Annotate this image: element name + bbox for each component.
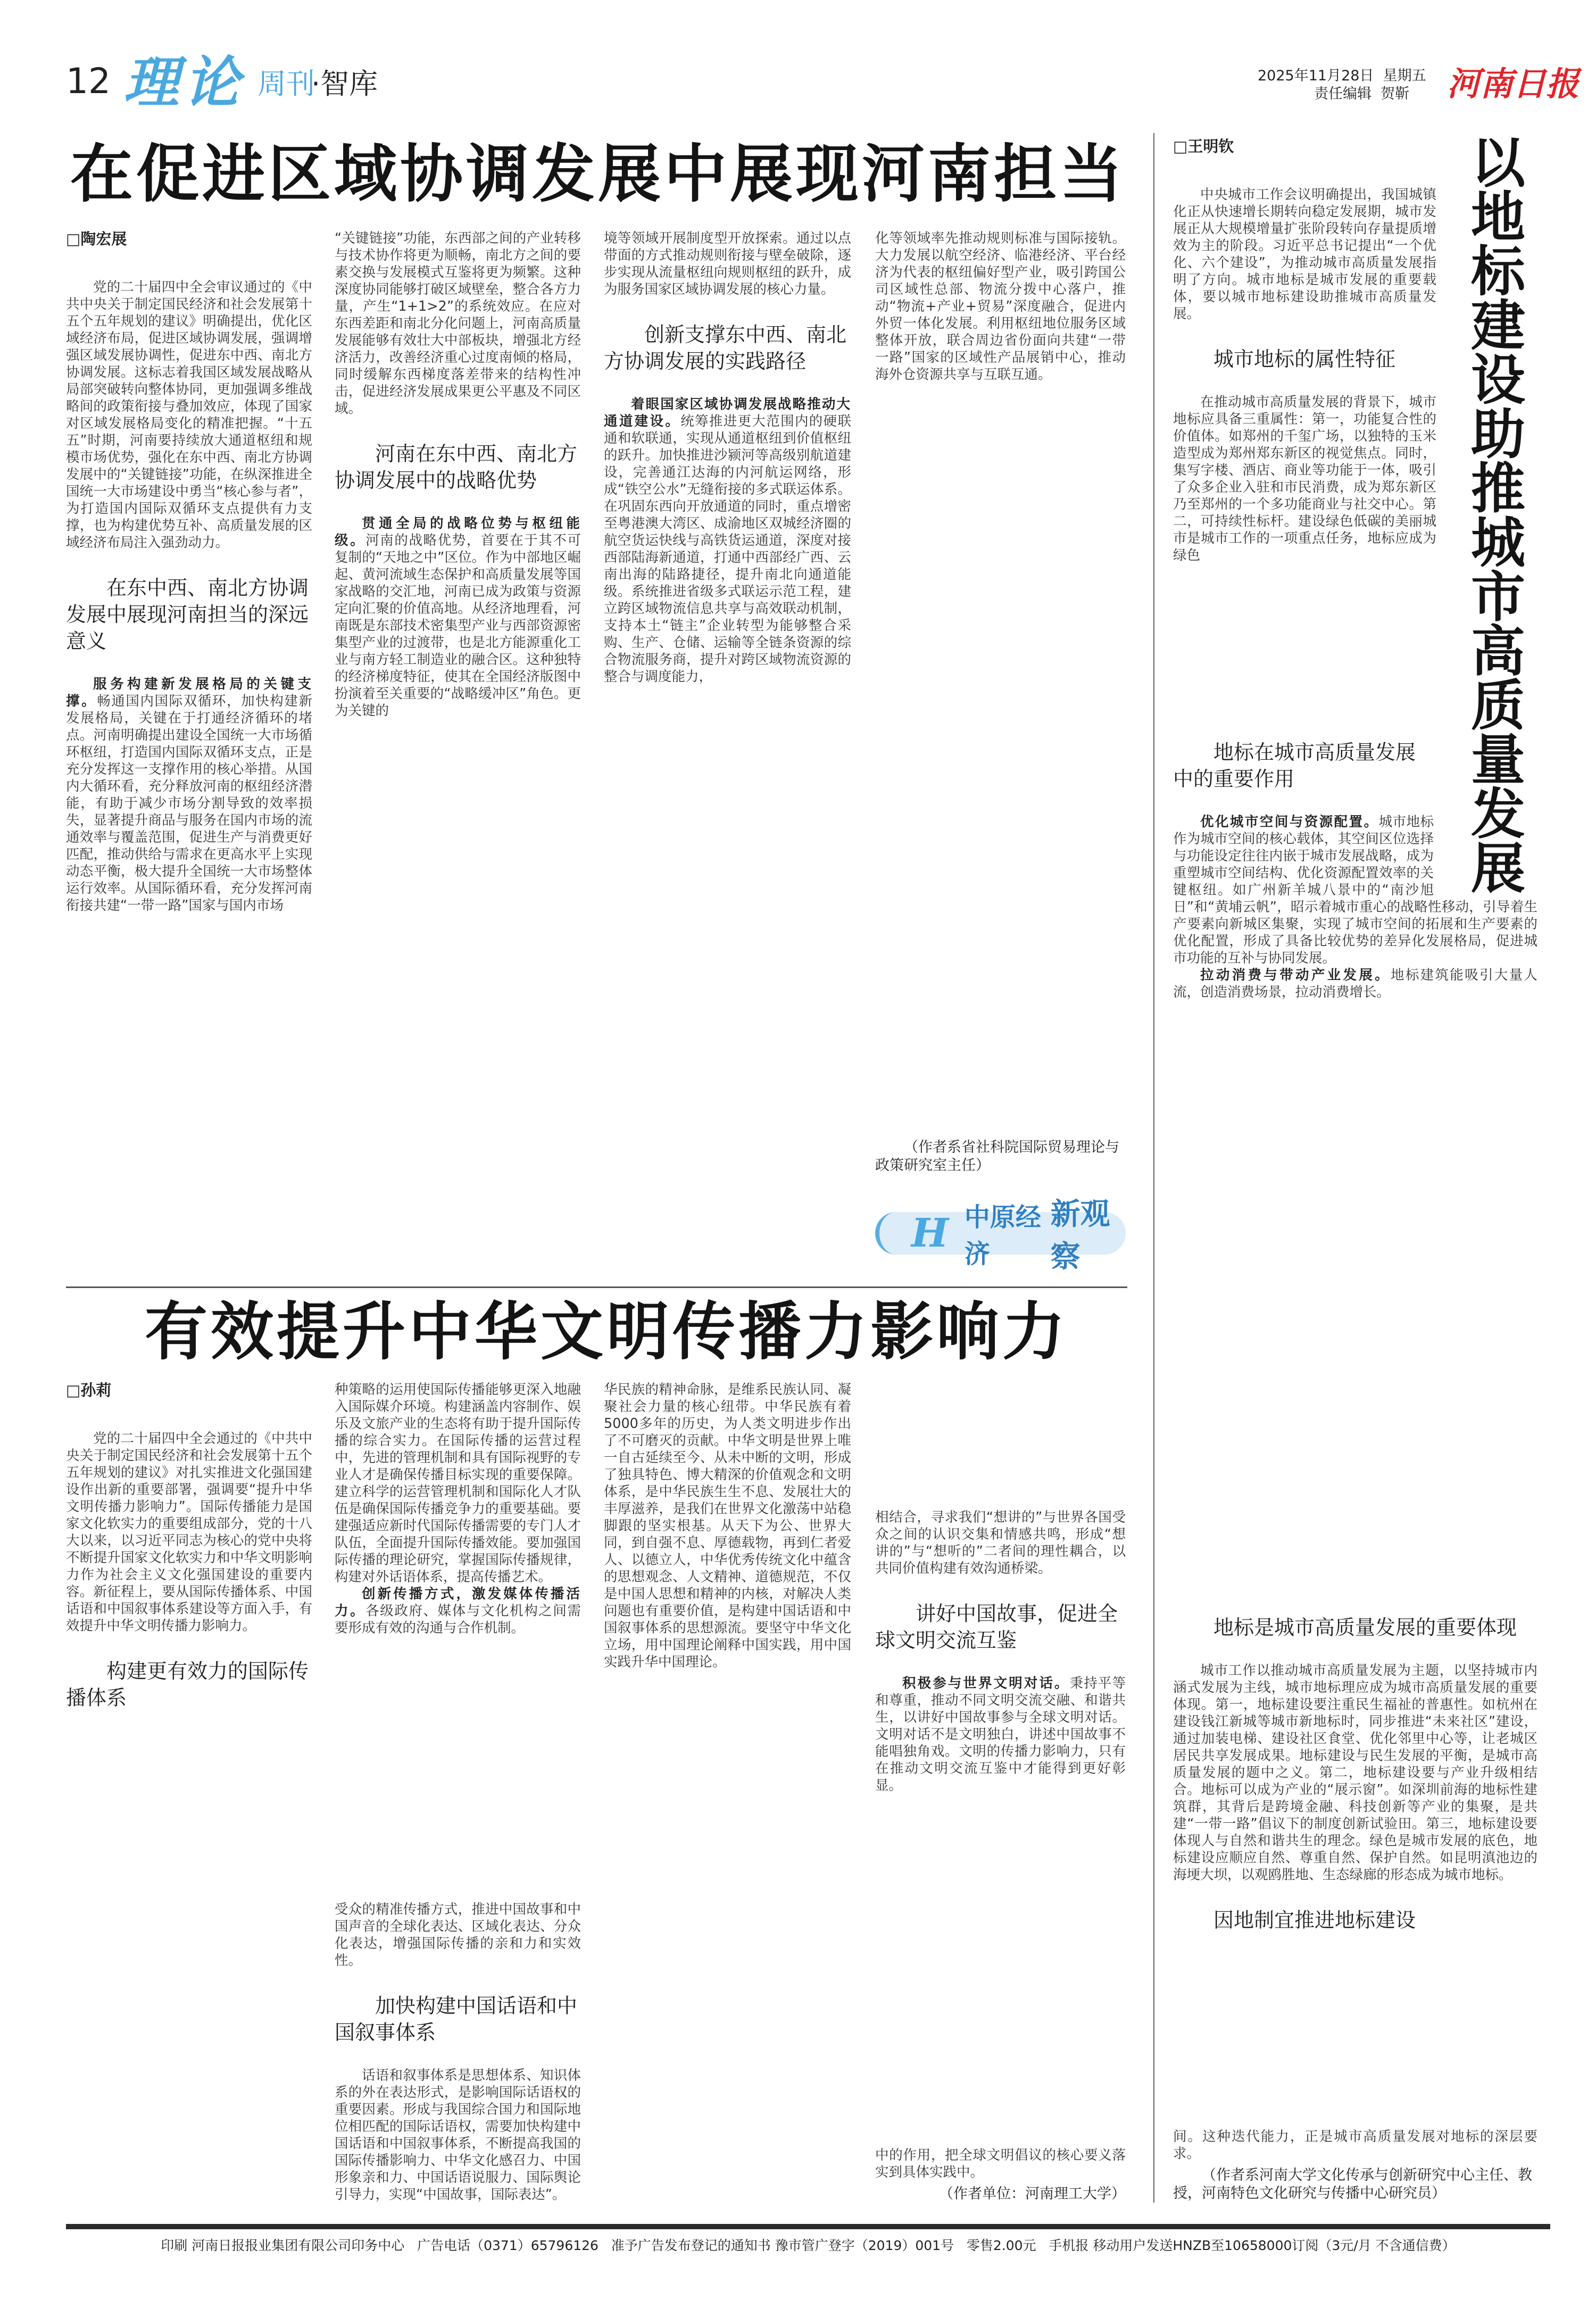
paragraph <box>66 1430 312 1634</box>
text-block-group <box>66 230 312 914</box>
text-block-group <box>335 230 581 719</box>
paragraph <box>66 279 312 551</box>
divider-horizontal <box>66 1286 1127 1288</box>
author-note: （作者系河南大学文化传承与创新研究中心主任、教授，河南特色文化研究与传播中心研究员） <box>1173 2167 1532 2202</box>
article2-middle <box>1173 716 1537 1001</box>
paragraph <box>1173 967 1537 1001</box>
title-wrap-space <box>1434 716 1537 886</box>
paragraph-text: 河南的战略优势，首要在于其不可复制的“天地之中”区位。作为中部地区崛起、黄河流域生态保护和高质量发展等国家战略的交汇地，河南已成为政策与资源定向汇聚的价值高地。从经济地理看，河南既是东部技术密集型产业与西部资源密集型产业的过渡带，也是北方能源重化工业与南方轻工制造业的融合区。这种独特的经济梯度特征，使其在全国经济版图中扮演着至关重要的“战略缓冲区”角色。更为关键的 <box>335 533 581 719</box>
paragraph-lead: 积极参与世界文明对话。 <box>902 1675 1070 1691</box>
paragraph <box>335 1585 581 1637</box>
text-block-group <box>875 1381 1126 1794</box>
section-heading: 加快构建中国话语和中国叙事体系 <box>335 1994 578 2044</box>
paragraph <box>875 230 1126 383</box>
paragraph-text: 华民族的精神命脉，是维系民族认同、凝聚社会力量的核心纽带。中华民族有着5000多年的历史，为人类文明进步作出了不可磨灭的贡献。中华文明是世界上唯一自古延续至今、从未中断的文明，形成了独具特色、博大精深的价值观念和文明体系，是中华民族生生不息、发展壮大的丰厚滋养，是我们在世界文化激荡中站稳脚跟的坚实根基。从天下为公、世界大同，到自强不息、厚德载物，再到仁者爱人、以德立人，中华优秀传统文化中蕴含的思想观念、人文精神、道德规范，不仅是中国人思想和精神的内核，对解决人类问题也有重要价值，是构建中国话语和中国叙事体系的思想源流。要坚守中华文化立场，用中国理论阐释中国实践，用中国实践升华中国理论。 <box>604 1382 851 1670</box>
paragraph <box>604 1381 851 1671</box>
paragraph-text: 化等领域率先推动规则标准与国际接轨。大力发展以航空经济、临港经济、平台经济为代表的枢纽偏好型产业，吸引跨国公司区域性总部、物流分拨中心落户，推动“物流+产业+贸易”深度融合，促进内外贸一体化发展。利用枢纽地位服务区域整体开放，联合周边省份面向共建“一带一路”国家的区域性产品展销中心，推动海外仓资源共享与互联互通。 <box>875 230 1126 383</box>
paragraph-text: 地标建筑能吸引大量人流，创造消费场景，拉动消费增长。 <box>1173 967 1537 1000</box>
article1-column-2 <box>335 230 581 1282</box>
byline: □孙莉 <box>66 1381 112 1399</box>
article1-headline: 在促进区域协调发展中展现河南担当 <box>70 137 1126 211</box>
paragraph <box>335 515 581 719</box>
divider-vertical <box>1153 133 1154 2203</box>
byline: □王明钦 <box>1173 137 1234 155</box>
paragraph <box>875 1509 1126 1577</box>
paragraph-text: 中的作用，把全球文明倡议的核心要义落实到具体实践中。 <box>875 2147 1126 2180</box>
article2-lower <box>1173 1591 1537 2203</box>
article1-column-1 <box>66 230 312 1282</box>
paragraph-text: “关键链接”功能，东西部之间的产业转移与技术协作将更为顺畅，南北方之间的要素交换与发展模式互鉴将更为频繁。这种深度协同能够打破区域壁垒，整合各方力量，产生“1+1>2”的系统效应。在应对东西差距和南北分化问题上，河南高质量发展能够有效壮大中部板块，增强北方经济活力，改善经济重心过度南倾的格局，同时缓解东西梯度落差带来的结构性冲击，促进经济发展成果更公平惠及不同区域。 <box>335 230 581 417</box>
paragraph <box>875 1675 1126 1794</box>
text-block-group <box>1173 2128 1537 2203</box>
paragraph-text: 党的二十届四中全会审议通过的《中共中央关于制定国民经济和社会发展第十五个五年规划的建议》明确提出，优化区域经济布局，促进区域协调发展，强调增强区域发展协调性，促进东中西、南北方协调发展。这标志着我国区域发展战略从局部突破转向整体协同，更加强调多维战略间的政策衔接与叠加效应，体现了国家对区域发展格局变化的精准把握。“十五五”时期，河南要持续放大通道枢纽和规模市场优势，强化在东中西、南北方协调发展中的“关键链接”功能，在纵深推进全国统一大市场建设中勇当“核心参与者”，为打造国内国际双循环支点提供有力支撑，也为构建优势互补、高质量发展的区域经济布局注入强劲动力。 <box>66 279 312 551</box>
article3-column-1 <box>66 1381 312 2203</box>
section-heading: 讲好中国故事，促进全球文明交流互鉴 <box>875 1602 1118 1652</box>
paragraph <box>1173 394 1436 564</box>
section-heading: 地标是城市高质量发展的重要体现 <box>1213 1616 1517 1639</box>
section-heading: 创新支撑东中西、南北方协调发展的实践路径 <box>604 323 847 373</box>
banner-text-b: 新观察 <box>1050 1197 1110 1274</box>
paragraph <box>604 396 851 685</box>
section-heading: 在东中西、南北方协调发展中展现河南担当的深远意义 <box>66 576 309 653</box>
paragraph-text: 间。这种迭代能力，正是城市高质量发展对地标的深层要求。 <box>1173 2129 1537 2162</box>
paragraph-text: 统筹推进更大范围内的硬联通和软联通，实现从通道枢纽到价值枢纽的跃升。加快推进沙颍河等高级别航道建设，完善通江达海的内河航运网络，形成“铁空公水”无缝衔接的多式联运体系。在巩固东西向开放通道的同时，重点增密至粤港澳大湾区、成渝地区双城经济圈的航空货运快线与高铁货运通道，深度对接西部陆海新通道，打通中西部经广西、云南出海的陆路捷径，提升南北向通道能级。系统推进省级多式联运示范工程，建立跨区域物流信息共享与高效联动机制，支持本土“链主”企业转型为能够整合采购、生产、仓储、运输等全链条资源的综合物流服务商，提升对跨区域物流资源的整合与调度能力， <box>604 413 851 685</box>
paragraph-lead: 创新传播方式，激发媒体传播活力。 <box>335 1586 581 1619</box>
article3-headline: 有效提升中华文明传播力影响力 <box>145 1295 1069 1368</box>
paragraph-text: 种策略的运用使国际传播能够更深入地融入国际媒介环境。构建涵盖内容制作、娱乐及文旅产业的生态将有助于提升国际传播的综合实力。在国际传播的运营过程中，先进的管理机制和具有国际视野的专业人才是确保传播目标实现的重要保障。建立科学的运营管理机制和国际化人才队伍是确保国际传播竞争力的重要基础。要建强适应新时代国际传播需要的专门人才队伍，全面提升国际传播效能。要加强国际传播的理论研究，掌握国际传播规律，构建对外话语体系，提高传播艺术。 <box>335 1382 581 1585</box>
section-heading: 河南在东中西、南北方协调发展中的战略优势 <box>335 442 578 492</box>
article1-column-4 <box>875 230 1126 1282</box>
text-block-group <box>335 1381 581 1637</box>
h-letter-icon: H <box>911 1210 949 1256</box>
section-name: ·智库 <box>311 67 378 101</box>
paragraph <box>335 230 581 417</box>
page-number: 12 <box>66 61 111 102</box>
article2-headline: 以地标建设助推城市高质量发展 <box>1462 134 1525 894</box>
paragraph-text: 境等领域开展制度型开放探索。通过以点带面的方式推动规则衔接与壁垒破除，逐步实现从流量枢纽向规则枢纽的跃升，成为服务国家区域协调发展的核心力量。 <box>604 230 851 297</box>
paragraph <box>1173 1662 1537 1883</box>
text-block-group <box>1173 1591 1537 1955</box>
section-heading: 构建更有效力的国际传播体系 <box>66 1659 309 1709</box>
text-block-group <box>66 1381 312 1732</box>
paragraph-text: 中央城市工作会议明确提出，我国城镇化正从快速增长期转向稳定发展期，城市发展正从大规模增量扩张阶段转向存量提质增效为主的阶段。习近平总书记提出“一个优化、六个建设”，为推动城市高质量发展指明了方向。城市地标是城市发展的重要载体，要以城市地标建设助推城市高质量发展。 <box>1173 187 1436 322</box>
paragraph <box>335 1901 581 1969</box>
text-block-group <box>875 2147 1126 2203</box>
paragraph-lead: 拉动消费与带动产业发展。 <box>1200 967 1391 983</box>
paragraph-text: 在推动城市高质量发展的背景下，城市地标应具备三重属性：第一，功能复合性的价值体。如郑州的千玺广场，以独特的玉米造型成为郑州郑东新区的视觉焦点。同时，集写字楼、酒店、商业等功能于一体，吸引了众多企业入驻和市民消费，成为郑东新区乃至郑州的一个多功能商业与社交中心。第二，可持续性标杆。建设绿色低碳的美丽城市是城市工作的一项重点任务，地标应成为绿色 <box>1173 394 1436 563</box>
paragraph-text: 秉持平等和尊重，推动不同文明交流交融、和谐共生，以讲好中国故事参与全球文明对话。文明对话不是文明独白，讲述中国故事不能唱独角戏。文明的传播力影响力，只有在推动文明交流互鉴中才能得到更好彰显。 <box>875 1675 1126 1794</box>
paragraph <box>1173 186 1436 322</box>
section-heading: 因地制宜推进地标建设 <box>1213 1908 1416 1932</box>
paragraph-lead: 贯通全局的战略位势与枢纽能级。 <box>335 516 581 549</box>
banner-text-a: 中原经济 <box>964 1202 1041 1269</box>
text-block-group <box>875 230 1126 383</box>
paragraph-text: 话语和叙事体系是思想体系、知识体系的外在表达形式，是影响国际话语权的重要因素。形成与我国综合国力和国际地位相匹配的国际话语权，需要加快构建中国话语和中国叙事体系，不断提高我国的国际传播影响力、中华文化感召力、中国形象亲和力、中国话语说服力、国际舆论引导力，实现“中国故事，国际表达”。 <box>335 2068 581 2203</box>
article3-column-3 <box>604 1381 851 2203</box>
text-block-group <box>875 1134 1126 1175</box>
article1-column-3 <box>604 230 851 1282</box>
paragraph-lead: 服务构建新发展格局的关键支撑。 <box>66 676 312 709</box>
footer-imprint: 印刷 河南日报报业集团有限公司印务中心 广告电话（0371）65796126 准予广告发布登记的通知书 豫市管广登字（2019）001号 零售2.00元 手机报 移动用户发送HNZB至10658000订阅（3元/月 不含通信费） <box>161 2238 1456 2253</box>
text-block-group <box>335 1901 581 2203</box>
paragraph-text: 党的二十届四中全会通过的《中共中央关于制定国民经济和社会发展第十五个五年规划的建议》对扎实推进文化强国建设作出新的重要部署，强调要“提升中华文明传播力影响力”。国际传播能力是国家文化软实力的重要组成部分，党的十八大以来，以习近平同志为核心的党中央将不断提升国家文化软实力和中华文明影响力作为社会主义文化强国建设的重要内容。新征程上，要从国际传播体系、中国话语和中国叙事体系建设等方面入手，有效提升中华文明传播力影响力。 <box>66 1431 312 1634</box>
responsible-editor: 责任编辑 贺靳 <box>1314 86 1410 102</box>
paragraph <box>1173 2128 1537 2162</box>
byline: □陶宏展 <box>66 230 127 248</box>
text-block-group <box>604 230 851 685</box>
paragraph-text: 受众的精准传播方式，推进中国故事和中国声音的全球化表达、区域化表达、分众化表达，增强国际传播的亲和力和实效性。 <box>335 1902 581 1969</box>
article2-upper <box>1173 137 1436 564</box>
paragraph-lead: 着眼国家区域协调发展战略推动大通道建设。 <box>604 396 851 429</box>
paragraph <box>875 2147 1126 2181</box>
paragraph <box>604 230 851 298</box>
author-note: （作者单位：河南理工大学） <box>939 2186 1126 2202</box>
paragraph-text: 畅通国内国际双循环，加快构建新发展格局，关键在于打通经济循环的堵点。河南明确提出建设全国统一大市场循环枢纽，打造国内国际双循环支点，正是充分发挥这一支撑作用的核心举措。从国内大循环看，充分释放河南的枢纽经济潜能，有助于减少市场分割导致的效率损失，显著提升商品与服务在国内市场的流通效率与覆盖范围，促进生产与消费更好匹配，推动供给与需求在更高水平上实现动态平衡，极大提升全国统一大市场整体运行效率。从国际循环看，充分发挥河南衔接共建“一带一路”国家与国内市场 <box>66 693 312 914</box>
article3-column-2 <box>335 1381 581 2203</box>
footer-rule <box>66 2224 1550 2229</box>
issue-date: 2025年11月28日 星期五 <box>1258 68 1426 84</box>
section-heading: 城市地标的属性特征 <box>1213 347 1396 371</box>
paragraph <box>335 2067 581 2203</box>
newspaper-logo: 河南日报 <box>1447 64 1580 103</box>
paragraph-text: 各级政府、媒体与文化机构之间需要形成有效的沟通与合作机制。 <box>335 1603 581 1636</box>
column-banner-zhongyuan-economy <box>875 1197 1126 1274</box>
paragraph <box>66 676 312 914</box>
article3-column-4 <box>875 1381 1126 2203</box>
paragraph-text: 城市地标作为城市空间的核心载体，其空间区位选择与功能设定往往内嵌于城市发展战略，成为重塑城市空间结构、优化资源配置效率的关键枢纽。如广州新羊城八景中的“南沙旭日”和“黄埔云帆”，昭示着城市重心的战略性移动，引导着生产要素向新城区集聚，实现了城市空间的拓展和生产要素的优化配置，形成了具备比较优势的差异化发展格局，促进城市功能的互补与协同发展。 <box>1173 814 1537 966</box>
section-logo: 理论 <box>123 49 245 115</box>
paragraph-text: 城市工作以推动城市高质量发展为主题，以坚持城市内涵式发展为主线，城市地标理应成为城市高质量发展的重要体现。第一，地标建设要注重民生福祉的普惠性。如杭州在建设钱江新城等城市新地标时，同步推进“未来社区”建设，通过加装电梯、建设社区食堂、优化邻里中心等，让老城区居民共享发展成果。地标建设与民生发展的平衡，是城市高质量发展的题中之义。第二，地标建设要与产业升级相结合。地标可以成为产业的“展示窗”。如深圳前海的地标性建筑群，其背后是跨境金融、科技创新等产业的集聚，是共建“一带一路”倡议下的制度创新试验田。第三，地标建设要体现人与自然和谐共生的理念。绿色是城市发展的底色，地标建设应顺应自然、尊重自然、保护自然。如昆明滇池边的海埂大坝，以观鸥胜地、生态绿廊的形态成为城市地标。 <box>1173 1663 1537 1883</box>
author-note: （作者系省社科院国际贸易理论与政策研究室主任） <box>875 1139 1119 1174</box>
text-block-group <box>604 1381 851 1671</box>
section-sub: 周刊 <box>257 67 315 101</box>
paragraph-text: 相结合，寻求我们“想讲的”与世界各国受众之间的认识交集和情感共鸣，形成“想讲的”与“想听的”二者间的理性耦合，以共同价值构建有效沟通桥梁。 <box>875 1509 1126 1576</box>
text-block-group <box>1173 137 1436 564</box>
section-heading: 地标在城市高质量发展中的重要作用 <box>1173 741 1416 791</box>
paragraph <box>335 1381 581 1585</box>
paragraph-lead: 优化城市空间与资源配置。 <box>1200 814 1379 830</box>
